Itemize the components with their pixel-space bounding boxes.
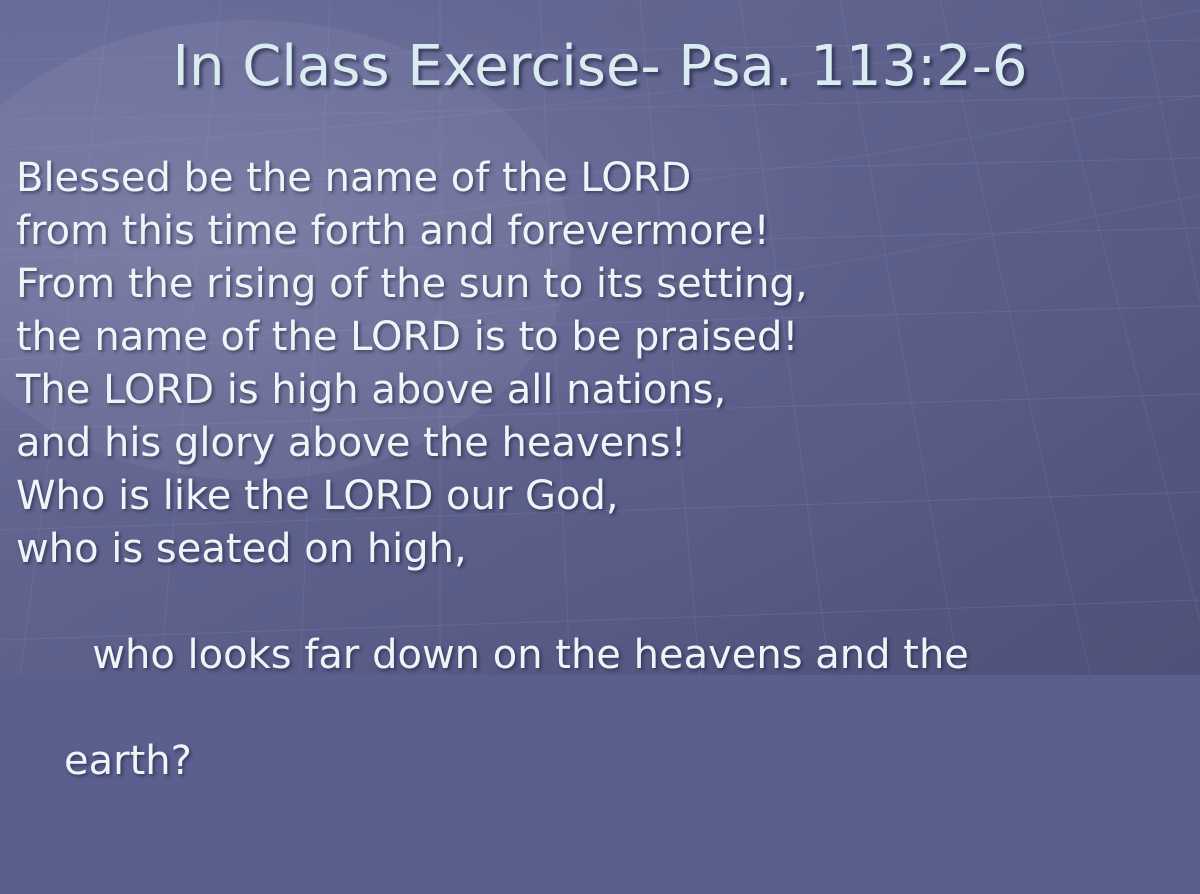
body-line-wrapped xyxy=(14,576,1184,894)
body-line: who is seated on high, xyxy=(16,526,467,572)
body-line: From the rising of the sun to its setting, xyxy=(16,261,808,307)
slide-title: In Class Exercise- Psa. 113:2-6 xyxy=(172,34,1028,99)
body-line: Who is like the LORD our God, xyxy=(16,473,619,519)
body-line: Blessed be the name of the LORD xyxy=(16,155,692,201)
body-line: the name of the LORD is to be praised! xyxy=(16,314,799,360)
body-line: The LORD is high above all nations, xyxy=(16,367,727,413)
body-line-continuation: earth? xyxy=(64,738,192,784)
slide-body xyxy=(14,152,1184,894)
body-line-first-part: who looks far down on the heavens and the xyxy=(92,632,969,678)
body-line: and his glory above the heavens! xyxy=(16,420,687,466)
body-line: from this time forth and forevermore! xyxy=(16,208,770,254)
